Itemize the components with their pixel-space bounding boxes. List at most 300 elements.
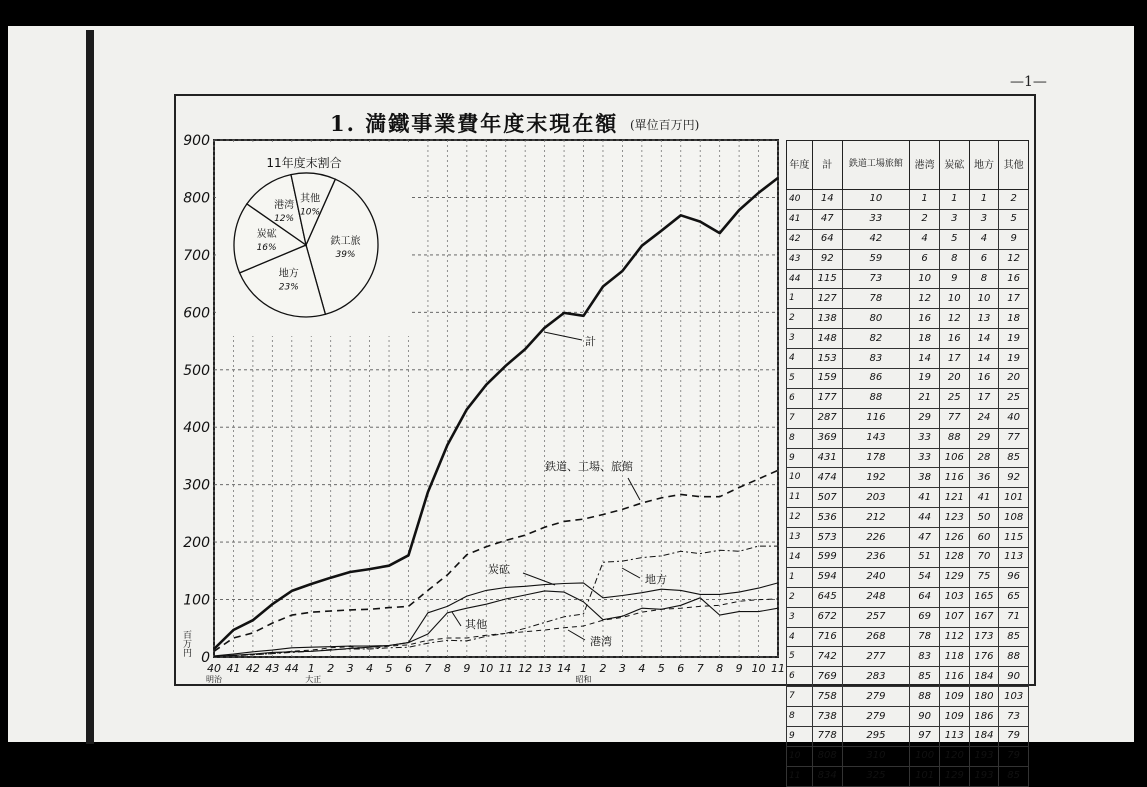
- table-cell: 16: [999, 269, 1029, 289]
- table-cell: 14: [787, 548, 813, 568]
- y-tick-label: 400: [183, 420, 210, 437]
- table-row: [787, 388, 1029, 408]
- x-tick-label: 40: [207, 662, 221, 675]
- table-cell: 116: [939, 667, 969, 687]
- table-cell: 248: [842, 587, 910, 607]
- table-cell: 40: [787, 190, 813, 210]
- table-row: [787, 468, 1029, 488]
- table-cell: 100: [910, 746, 940, 766]
- table-cell: 43: [787, 249, 813, 269]
- table-cell: 4: [787, 627, 813, 647]
- table-cell: 13: [787, 528, 813, 548]
- table-cell: 184: [969, 727, 999, 747]
- table-cell: 77: [939, 408, 969, 428]
- x-tick-label: 43: [265, 662, 280, 675]
- table-cell: 73: [842, 269, 910, 289]
- page-number: —1—: [1010, 74, 1047, 90]
- table-cell: 115: [999, 528, 1029, 548]
- table-cell: 14: [910, 349, 940, 369]
- table-header-cell: 炭砿: [939, 141, 969, 190]
- table-cell: 50: [969, 508, 999, 528]
- x-tick-label: 14: [557, 662, 572, 675]
- x-tick-label: 4: [638, 662, 646, 675]
- table-cell: 64: [910, 587, 940, 607]
- pie-slice-percent: 39%: [335, 249, 356, 260]
- table-cell: 138: [812, 309, 842, 329]
- x-tick-label: 12: [518, 662, 533, 675]
- table-row: [787, 746, 1029, 766]
- x-tick-label: 6: [677, 662, 685, 675]
- table-cell: 10: [939, 289, 969, 309]
- table-row: [787, 408, 1029, 428]
- table-row: [787, 229, 1029, 249]
- table-cell: 184: [969, 667, 999, 687]
- table-cell: 24: [969, 408, 999, 428]
- table-cell: 536: [812, 508, 842, 528]
- table-cell: 103: [939, 587, 969, 607]
- table-cell: 60: [969, 528, 999, 548]
- table-cell: 716: [812, 627, 842, 647]
- pie-slice-percent: 10%: [300, 207, 321, 218]
- table-cell: 10: [787, 468, 813, 488]
- x-tick-label: 44: [284, 662, 299, 675]
- table-cell: 121: [939, 488, 969, 508]
- table-cell: 42: [787, 229, 813, 249]
- table-cell: 277: [842, 647, 910, 667]
- x-tick-label: 42: [245, 662, 260, 675]
- table-cell: 268: [842, 627, 910, 647]
- y-tick-label: 300: [183, 477, 210, 494]
- table-cell: 25: [999, 388, 1029, 408]
- table-cell: 88: [999, 647, 1029, 667]
- y-tick-label: 500: [183, 362, 210, 379]
- table-cell: 41: [969, 488, 999, 508]
- table-cell: 4: [787, 349, 813, 369]
- table-cell: 54: [910, 567, 940, 587]
- table-cell: 180: [969, 687, 999, 707]
- table-cell: 103: [999, 687, 1029, 707]
- table-cell: 1: [787, 289, 813, 309]
- table-cell: 165: [969, 587, 999, 607]
- y-tick-label: 200: [183, 535, 210, 552]
- x-tick-label: 3: [346, 662, 354, 675]
- table-cell: 19: [999, 349, 1029, 369]
- table-cell: 116: [939, 468, 969, 488]
- table-cell: 25: [939, 388, 969, 408]
- table-row: [787, 707, 1029, 727]
- era-label: 明治: [206, 675, 222, 684]
- table-row: [787, 528, 1029, 548]
- y-tick-label: 700: [183, 247, 210, 264]
- table-cell: 18: [910, 329, 940, 349]
- table-cell: 186: [969, 707, 999, 727]
- table-cell: 17: [999, 289, 1029, 309]
- table-cell: 85: [999, 448, 1029, 468]
- table-cell: 28: [969, 448, 999, 468]
- table-cell: 14: [969, 329, 999, 349]
- table-cell: 64: [812, 229, 842, 249]
- era-label: 大正: [305, 675, 322, 684]
- x-tick-label: 6: [404, 662, 412, 675]
- table-row: [787, 448, 1029, 468]
- table-cell: 240: [842, 567, 910, 587]
- table-cell: 295: [842, 727, 910, 747]
- x-tick-label: 7: [696, 662, 704, 675]
- table-cell: 47: [910, 528, 940, 548]
- table-cell: 78: [842, 289, 910, 309]
- table-row: [787, 329, 1029, 349]
- table-cell: 9: [787, 727, 813, 747]
- table-cell: 167: [969, 607, 999, 627]
- table-row: [787, 508, 1029, 528]
- table-cell: 10: [969, 289, 999, 309]
- chart-title: 1. 満鐵事業費年度末現在額: [330, 111, 619, 136]
- table-cell: 71: [999, 607, 1029, 627]
- table-cell: 41: [787, 209, 813, 229]
- table-cell: 1: [787, 567, 813, 587]
- table-row: [787, 349, 1029, 369]
- table-header-cell: 港湾: [910, 141, 940, 190]
- x-tick-label: 7: [424, 662, 432, 675]
- table-cell: 257: [842, 607, 910, 627]
- table-cell: 86: [842, 369, 910, 389]
- table-cell: 101: [999, 488, 1029, 508]
- table-cell: 42: [842, 229, 910, 249]
- table-cell: 33: [842, 209, 910, 229]
- table-cell: 3: [969, 209, 999, 229]
- table-cell: 80: [842, 309, 910, 329]
- x-tick-label: 2: [599, 662, 607, 675]
- table-row: [787, 209, 1029, 229]
- table-cell: 112: [939, 627, 969, 647]
- table-cell: 109: [939, 707, 969, 727]
- table-row: [787, 428, 1029, 448]
- table-cell: 2: [787, 587, 813, 607]
- table-cell: 69: [910, 607, 940, 627]
- table-row: [787, 607, 1029, 627]
- table-cell: 90: [999, 667, 1029, 687]
- table-cell: 11: [787, 766, 813, 786]
- pie-title: 11年度末割合: [266, 156, 342, 170]
- table-row: [787, 567, 1029, 587]
- table-cell: 173: [969, 627, 999, 647]
- table-cell: 769: [812, 667, 842, 687]
- table-cell: 20: [999, 369, 1029, 389]
- table-cell: 310: [842, 746, 910, 766]
- table-cell: 6: [910, 249, 940, 269]
- table-cell: 18: [999, 309, 1029, 329]
- table-header-cell: 年度: [787, 141, 813, 190]
- table-cell: 77: [999, 428, 1029, 448]
- series-annotation: 炭砿: [488, 563, 510, 576]
- table-cell: 85: [999, 627, 1029, 647]
- table-cell: 738: [812, 707, 842, 727]
- table-cell: 13: [969, 309, 999, 329]
- x-tick-label: 3: [618, 662, 626, 675]
- table-header-cell: 計: [812, 141, 842, 190]
- table-cell: 21: [910, 388, 940, 408]
- table-cell: 17: [939, 349, 969, 369]
- table-cell: 5: [787, 647, 813, 667]
- table-cell: 36: [969, 468, 999, 488]
- table-cell: 59: [842, 249, 910, 269]
- table-row: [787, 269, 1029, 289]
- table-cell: 3: [787, 607, 813, 627]
- table-cell: 16: [969, 369, 999, 389]
- table-row: [787, 687, 1029, 707]
- table-header-cell: 鉄道工場旅館: [842, 141, 910, 190]
- table-row: [787, 647, 1029, 667]
- table-row: [787, 249, 1029, 269]
- pie-slice-label: 其他: [300, 193, 321, 205]
- table-cell: 1: [969, 190, 999, 210]
- table-cell: 203: [842, 488, 910, 508]
- table-cell: 44: [787, 269, 813, 289]
- table-cell: 2: [999, 190, 1029, 210]
- x-tick-label: 11: [498, 662, 513, 675]
- table-cell: 17: [969, 388, 999, 408]
- table-cell: 82: [842, 329, 910, 349]
- table-cell: 6: [969, 249, 999, 269]
- table-cell: 2: [787, 309, 813, 329]
- table-cell: 44: [910, 508, 940, 528]
- table-cell: 279: [842, 707, 910, 727]
- table-cell: 834: [812, 766, 842, 786]
- x-tick-label: 1: [307, 662, 315, 675]
- table-cell: 6: [787, 667, 813, 687]
- table-cell: 96: [999, 567, 1029, 587]
- table-cell: 193: [969, 766, 999, 786]
- table-cell: 8: [939, 249, 969, 269]
- data-table: [786, 140, 1029, 787]
- table-row: [787, 667, 1029, 687]
- table-cell: 106: [939, 448, 969, 468]
- table-cell: 594: [812, 567, 842, 587]
- table-cell: 29: [969, 428, 999, 448]
- table-cell: 8: [787, 707, 813, 727]
- table-cell: 65: [999, 587, 1029, 607]
- table-cell: 1: [939, 190, 969, 210]
- table-cell: 9: [999, 229, 1029, 249]
- pie-slice-percent: 23%: [278, 282, 299, 293]
- table-cell: 123: [939, 508, 969, 528]
- table-cell: 127: [812, 289, 842, 309]
- table-cell: 83: [910, 647, 940, 667]
- table-cell: 47: [812, 209, 842, 229]
- table-cell: 431: [812, 448, 842, 468]
- x-tick-label: 5: [385, 662, 393, 675]
- table-cell: 10: [787, 746, 813, 766]
- x-tick-label: 9: [735, 662, 743, 675]
- table-cell: 90: [910, 707, 940, 727]
- table-cell: 88: [939, 428, 969, 448]
- table-cell: 79: [999, 746, 1029, 766]
- table-cell: 212: [842, 508, 910, 528]
- table-cell: 192: [842, 468, 910, 488]
- table-cell: 474: [812, 468, 842, 488]
- table-cell: 38: [910, 468, 940, 488]
- table-header-cell: 其他: [999, 141, 1029, 190]
- table-cell: 159: [812, 369, 842, 389]
- table-cell: 758: [812, 687, 842, 707]
- table-cell: 115: [812, 269, 842, 289]
- table-row: [787, 369, 1029, 389]
- table-cell: 672: [812, 607, 842, 627]
- table-cell: 12: [999, 249, 1029, 269]
- table-header-row: [787, 141, 1029, 190]
- series-annotation: 其他: [465, 618, 487, 631]
- table-cell: 10: [842, 190, 910, 210]
- table-cell: 107: [939, 607, 969, 627]
- x-tick-label: 9: [463, 662, 471, 675]
- table-cell: 287: [812, 408, 842, 428]
- table-cell: 283: [842, 667, 910, 687]
- y-tick-label: 100: [183, 592, 210, 609]
- series-annotation: 港湾: [590, 635, 612, 648]
- y-tick-label: 600: [183, 305, 210, 322]
- table-cell: 9: [787, 448, 813, 468]
- table-cell: 2: [910, 209, 940, 229]
- table-cell: 126: [939, 528, 969, 548]
- table-cell: 20: [939, 369, 969, 389]
- table-cell: 778: [812, 727, 842, 747]
- table-cell: 4: [910, 229, 940, 249]
- table-cell: 4: [969, 229, 999, 249]
- table-cell: 7: [787, 408, 813, 428]
- table-cell: 178: [842, 448, 910, 468]
- table-row: [787, 766, 1029, 786]
- table-cell: 113: [939, 727, 969, 747]
- table-cell: 16: [939, 329, 969, 349]
- table-cell: 9: [939, 269, 969, 289]
- table-cell: 97: [910, 727, 940, 747]
- table-cell: 51: [910, 548, 940, 568]
- table-cell: 1: [910, 190, 940, 210]
- table-cell: 3: [787, 329, 813, 349]
- table-cell: 5: [999, 209, 1029, 229]
- x-tick-label: 10: [751, 662, 766, 675]
- table-cell: 113: [999, 548, 1029, 568]
- x-tick-label: 4: [366, 662, 374, 675]
- table-cell: 369: [812, 428, 842, 448]
- table-cell: 33: [910, 448, 940, 468]
- table-cell: 8: [969, 269, 999, 289]
- table-cell: 143: [842, 428, 910, 448]
- series-annotation: 地方: [645, 573, 667, 586]
- y-tick-label: 0: [201, 650, 210, 666]
- table-cell: 12: [939, 309, 969, 329]
- x-tick-label: 1: [580, 662, 588, 675]
- table-cell: 92: [999, 468, 1029, 488]
- table-cell: 83: [842, 349, 910, 369]
- table-cell: 85: [910, 667, 940, 687]
- table-cell: 742: [812, 647, 842, 667]
- table-cell: 88: [842, 388, 910, 408]
- table-cell: 19: [910, 369, 940, 389]
- table-cell: 116: [842, 408, 910, 428]
- y-tick-label: 800: [183, 190, 210, 207]
- table-cell: 808: [812, 746, 842, 766]
- era-label: 昭和: [575, 675, 592, 684]
- table-cell: 19: [999, 329, 1029, 349]
- table-cell: 12: [910, 289, 940, 309]
- table-row: [787, 727, 1029, 747]
- pie-slice-label: 港湾: [274, 200, 295, 211]
- table-cell: 8: [787, 428, 813, 448]
- table-cell: 12: [787, 508, 813, 528]
- y-tick-label: 900: [183, 133, 210, 149]
- table-cell: 14: [969, 349, 999, 369]
- pie-slice-label: 炭砿: [256, 228, 277, 240]
- table-cell: 128: [939, 548, 969, 568]
- x-tick-label: 2: [327, 662, 335, 675]
- table-cell: 11: [787, 488, 813, 508]
- x-tick-label: 5: [657, 662, 665, 675]
- table-cell: 3: [939, 209, 969, 229]
- table-cell: 226: [842, 528, 910, 548]
- table-cell: 85: [999, 766, 1029, 786]
- table-row: [787, 488, 1029, 508]
- x-tick-label: 10: [479, 662, 494, 675]
- table-row: [787, 627, 1029, 647]
- table-row: [787, 289, 1029, 309]
- table-cell: 279: [842, 687, 910, 707]
- table-row: [787, 190, 1029, 210]
- table-cell: 75: [969, 567, 999, 587]
- table-body: [787, 190, 1029, 787]
- table-cell: 41: [910, 488, 940, 508]
- table-cell: 14: [812, 190, 842, 210]
- pie-slice-label: 地方: [278, 268, 299, 280]
- table-cell: 176: [969, 647, 999, 667]
- table-cell: 129: [939, 567, 969, 587]
- unit-note: (單位百万円): [630, 118, 700, 132]
- table-cell: 109: [939, 687, 969, 707]
- table-cell: 236: [842, 548, 910, 568]
- table-cell: 118: [939, 647, 969, 667]
- table-cell: 73: [999, 707, 1029, 727]
- series-annotation: 鉄道、工場、旅館: [545, 460, 633, 473]
- table-cell: 153: [812, 349, 842, 369]
- table-cell: 16: [910, 309, 940, 329]
- table-cell: 120: [939, 746, 969, 766]
- table-cell: 79: [999, 727, 1029, 747]
- pie-slice-percent: 12%: [274, 214, 295, 224]
- table-cell: 10: [910, 269, 940, 289]
- table-cell: 7: [787, 687, 813, 707]
- table-cell: 5: [939, 229, 969, 249]
- series-annotation: 計: [585, 335, 596, 348]
- x-tick-label: 41: [226, 662, 241, 675]
- x-tick-label: 13: [537, 662, 552, 675]
- table-cell: 325: [842, 766, 910, 786]
- table-cell: 148: [812, 329, 842, 349]
- table-cell: 33: [910, 428, 940, 448]
- table-cell: 193: [969, 746, 999, 766]
- table-cell: 6: [787, 388, 813, 408]
- table-header-cell: 地方: [969, 141, 999, 190]
- table-row: [787, 548, 1029, 568]
- table-cell: 599: [812, 548, 842, 568]
- table-cell: 29: [910, 408, 940, 428]
- table-row: [787, 309, 1029, 329]
- table-cell: 5: [787, 369, 813, 389]
- table-cell: 88: [910, 687, 940, 707]
- table-cell: 101: [910, 766, 940, 786]
- table-cell: 573: [812, 528, 842, 548]
- table-cell: 70: [969, 548, 999, 568]
- table-cell: 177: [812, 388, 842, 408]
